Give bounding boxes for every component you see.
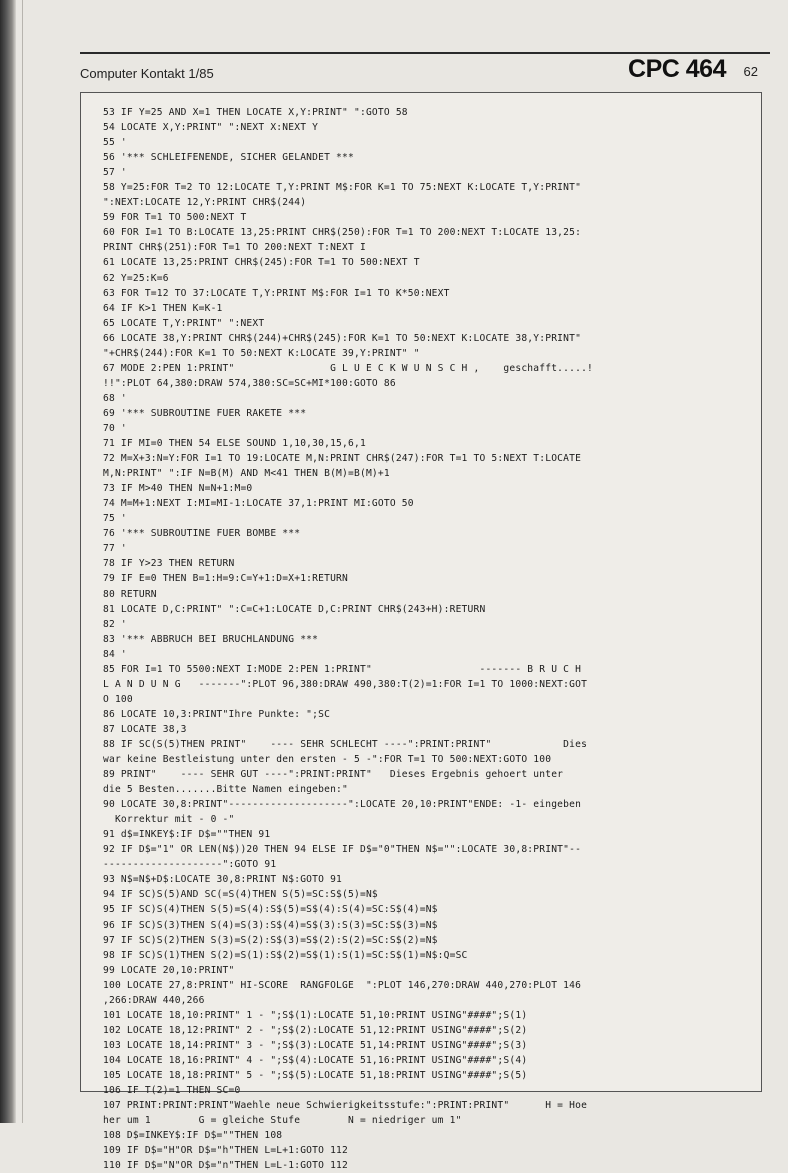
- code-line: 109 IF D$="H"OR D$="h"THEN L=L+1:GOTO 112: [103, 1145, 349, 1157]
- code-line: ,266:DRAW 440,266: [103, 994, 205, 1006]
- code-line: 100 LOCATE 27,8:PRINT" HI-SCORE RANGFOLGE ":PLOT 146,270:DRAW 440,270:PLOT 146: [103, 979, 582, 991]
- code-line: 78 IF Y>23 THEN RETURN: [103, 558, 235, 570]
- code-listing-box: [80, 92, 762, 1172]
- code-line: O 100: [103, 693, 133, 705]
- code-line: !!":PLOT 64,380:DRAW 574,380:SC=SC+MI*100:GOTO 86: [103, 377, 396, 389]
- code-line: 104 LOCATE 18,16:PRINT" 4 - ";S$(4):LOCATE 51,16:PRINT USING"####";S(4): [103, 1054, 528, 1066]
- code-line: "+CHR$(244):FOR K=1 TO 50:NEXT K:LOCATE 39,Y:PRINT" ": [103, 347, 420, 359]
- code-line: 63 FOR T=12 TO 37:LOCATE T,Y:PRINT M$:FOR I=1 TO K*50:NEXT: [103, 287, 450, 299]
- code-line: PRINT CHR$(251):FOR T=1 TO 200:NEXT T:NEXT I: [103, 242, 366, 254]
- code-line: 89 PRINT" ---- SEHR GUT ----":PRINT:PRINT" Dieses Ergebnis gehoert unter: [103, 769, 564, 781]
- code-line: 110 IF D$="N"OR D$="n"THEN L=L-1:GOTO 112: [103, 1160, 349, 1172]
- code-line: 92 IF D$="1" OR LEN(N$))20 THEN 94 ELSE IF D$="0"THEN N$="":LOCATE 30,8:PRINT"--: [103, 844, 582, 856]
- code-line: 58 Y=25:FOR T=2 TO 12:LOCATE T,Y:PRINT M$:FOR K=1 TO 75:NEXT K:LOCATE T,Y:PRINT": [103, 182, 582, 194]
- code-line: 74 M=M+1:NEXT I:MI=MI-1:LOCATE 37,1:PRINT MI:GOTO 50: [103, 498, 414, 510]
- code-line: 70 ': [103, 422, 127, 434]
- code-line: 108 D$=INKEY$:IF D$=""THEN 108: [103, 1130, 283, 1142]
- code-line: 97 IF SC)S(2)THEN S(3)=S(2):S$(3)=S$(2):S(2)=SC:S$(2)=N$: [103, 934, 438, 946]
- code-line: 60 FOR I=1 TO B:LOCATE 13,25:PRINT CHR$(250):FOR T=1 TO 200:NEXT T:LOCATE 13,25:: [103, 227, 582, 239]
- code-line: 53 IF Y=25 AND X=1 THEN LOCATE X,Y:PRINT" ":GOTO 58: [103, 107, 408, 118]
- code-line: 59 FOR T=1 TO 500:NEXT T: [103, 212, 247, 224]
- code-line: 55 ': [103, 137, 127, 149]
- code-line: 71 IF MI=0 THEN 54 ELSE SOUND 1,10,30,15,6,1: [103, 438, 366, 450]
- code-line: 81 LOCATE D,C:PRINT" ":C=C+1:LOCATE D,C:PRINT CHR$(243+H):RETURN: [103, 603, 486, 615]
- code-line: 67 MODE 2:PEN 1:PRINT" G L U E C K W U N S C H , geschafft.....!: [103, 362, 594, 374]
- code-line: 73 IF M>40 THEN N=N+1:M=0: [103, 483, 253, 495]
- code-line: 84 ': [103, 648, 127, 660]
- code-line: 106 IF T(2)=1 THEN SC=0: [103, 1085, 241, 1097]
- gutter-line: [22, 0, 23, 1123]
- code-line: 86 LOCATE 10,3:PRINT"Ihre Punkte: ";SC: [103, 708, 331, 720]
- code-line: M,N:PRINT" ":IF N=B(M) AND M<41 THEN B(M)=B(M)+1: [103, 468, 390, 480]
- code-line: 95 IF SC)S(4)THEN S(5)=S(4):S$(5)=S$(4):S(4)=SC:S$(4)=N$: [103, 904, 438, 916]
- code-line: 91 d$=INKEY$:IF D$=""THEN 91: [103, 829, 271, 841]
- page-binding-shadow: [0, 0, 16, 1123]
- code-line: 75 ': [103, 513, 127, 525]
- code-line: 90 LOCATE 30,8:PRINT"--------------------":LOCATE 20,10:PRINT"ENDE: -1- eingeben: [103, 799, 582, 811]
- code-line: 98 IF SC)S(1)THEN S(2)=S(1):S$(2)=S$(1):S(1)=SC:S$(1)=N$:Q=SC: [103, 949, 468, 961]
- code-line: 80 RETURN: [103, 588, 157, 600]
- code-line: war keine Bestleistung unter den ersten - 5 -":FOR T=1 TO 500:NEXT:GOTO 100: [103, 754, 552, 766]
- code-line: 105 LOCATE 18,18:PRINT" 5 - ";S$(5):LOCATE 51,18:PRINT USING"####";S(5): [103, 1070, 528, 1081]
- computer-model-title: CPC 464: [628, 55, 726, 83]
- page-header: [80, 52, 770, 88]
- code-line: 102 LOCATE 18,12:PRINT" 2 - ";S$(2):LOCATE 51,12:PRINT USING"####";S(2): [103, 1024, 528, 1036]
- code-line: 61 LOCATE 13,25:PRINT CHR$(245):FOR T=1 TO 500:NEXT T: [103, 257, 420, 269]
- code-line: 65 LOCATE T,Y:PRINT" ":NEXT: [103, 317, 265, 329]
- code-line: 94 IF SC)S(5)AND SC(=S(4)THEN S(5)=SC:S$(5)=N$: [103, 889, 378, 901]
- code-line: 103 LOCATE 18,14:PRINT" 3 - ";S$(3):LOCATE 51,14:PRINT USING"####";S(3): [103, 1039, 528, 1051]
- code-line: 56 '*** SCHLEIFENENDE, SICHER GELANDET ***: [103, 152, 354, 164]
- code-line: 62 Y=25:K=6: [103, 272, 169, 284]
- code-line: 88 IF SC(S(5)THEN PRINT" ---- SEHR SCHLECHT ----":PRINT:PRINT" Dies: [103, 738, 588, 750]
- code-line: 93 N$=N$+D$:LOCATE 30,8:PRINT N$:GOTO 91: [103, 874, 343, 886]
- code-line: 87 LOCATE 38,3: [103, 723, 187, 735]
- code-line: --------------------":GOTO 91: [103, 859, 277, 871]
- header-rule: [80, 52, 770, 54]
- code-line: 96 IF SC)S(3)THEN S(4)=S(3):S$(4)=S$(3):S(3)=SC:S$(3)=N$: [103, 919, 438, 931]
- code-line: 69 '*** SUBROUTINE FUER RAKETE ***: [103, 407, 307, 419]
- code-line: 107 PRINT:PRINT:PRINT"Waehle neue Schwierigkeitsstufe:":PRINT:PRINT" H = Hoe: [103, 1100, 588, 1112]
- code-line: 72 M=X+3:N=Y:FOR I=1 TO 19:LOCATE M,N:PRINT CHR$(247):FOR T=1 TO 5:NEXT T:LOCATE: [103, 453, 582, 465]
- code-line: 68 ': [103, 392, 127, 404]
- code-line: 54 LOCATE X,Y:PRINT" ":NEXT X:NEXT Y: [103, 122, 319, 134]
- code-line: 66 LOCATE 38,Y:PRINT CHR$(244)+CHR$(245):FOR K=1 TO 50:NEXT K:LOCATE 38,Y:PRINT": [103, 332, 582, 344]
- basic-listing: [103, 105, 751, 1173]
- code-line: die 5 Besten.......Bitte Namen eingeben:": [103, 784, 349, 796]
- code-line: 76 '*** SUBROUTINE FUER BOMBE ***: [103, 528, 301, 540]
- code-line: 101 LOCATE 18,10:PRINT" 1 - ";S$(1):LOCATE 51,10:PRINT USING"####";S(1): [103, 1009, 528, 1021]
- code-line: 85 FOR I=1 TO 5500:NEXT I:MODE 2:PEN 1:PRINT" ------- B R U C H: [103, 663, 582, 675]
- code-line: 82 ': [103, 618, 127, 630]
- code-line: 99 LOCATE 20,10:PRINT": [103, 964, 235, 976]
- code-line: Korrektur mit - 0 -": [103, 814, 235, 826]
- code-line: 57 ': [103, 167, 127, 179]
- code-line: her um 1 G = gleiche Stufe N = niedriger um 1": [103, 1115, 462, 1127]
- code-line: ":NEXT:LOCATE 12,Y:PRINT CHR$(244): [103, 197, 307, 209]
- code-line: L A N D U N G -------":PLOT 96,380:DRAW 490,380:T(2)=1:FOR I=1 TO 1000:NEXT:GOT: [103, 678, 588, 690]
- magazine-title: Computer Kontakt 1/85: [80, 66, 214, 81]
- code-line: 77 ': [103, 543, 127, 555]
- code-line: 83 '*** ABBRUCH BEI BRUCHLANDUNG ***: [103, 633, 319, 645]
- code-line: 64 IF K>1 THEN K=K-1: [103, 302, 223, 314]
- page-number: 62: [743, 64, 758, 79]
- code-line: 79 IF E=0 THEN B=1:H=9:C=Y+1:D=X+1:RETURN: [103, 573, 349, 585]
